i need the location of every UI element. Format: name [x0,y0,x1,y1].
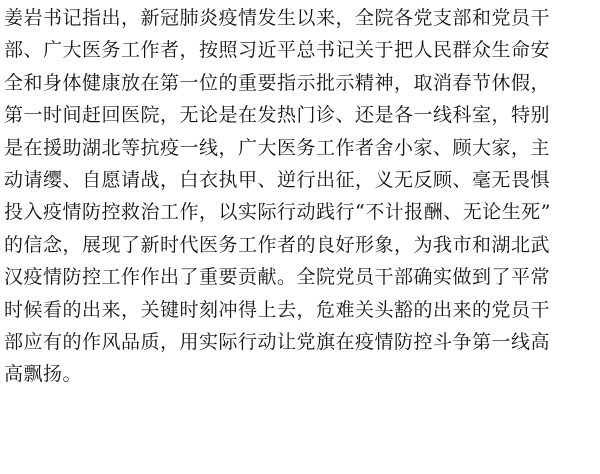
paragraph [4,2,596,391]
text-line: 姜岩书记指出，新冠肺炎疫情发生以来，全院各党支部和党员干 [4,7,551,29]
text-line: 部、广大医务工作者，按照习近平总书记关于把人民群众生命安 [4,39,551,62]
text-line: 动请缨、自愿请战，白衣执甲、逆行出征，义无反顾、毫无畏惧 [4,168,551,191]
text-line: 汉疫情防控工作作出了重要贡献。全院党员干部确实做到了平常 [4,266,551,289]
text-line: 是在援助湖北等抗疫一线，广大医务工作者舍小家、顾大家，主 [4,136,551,159]
text-line: 第一时间赶回医院，无论是在发热门诊、还是各一线科室，特别 [4,104,551,127]
text-line: 投入疫情防控救治工作，以实际行动践行“不计报酬、无论生死” [4,201,551,224]
text-line: 的信念，展现了新时代医务工作者的良好形象，为我市和湖北武 [4,233,551,256]
text-line: 部应有的作风品质，用实际行动让党旗在疫情防控斗争第一线高 [4,330,551,353]
text-line: 全和身体健康放在第一位的重要指示批示精神，取消春节休假， [4,71,551,94]
text-line: 高飘扬。 [4,363,83,386]
text-line: 时候看的出来，关键时刻冲得上去，危难关头豁的出来的党员干 [4,298,551,321]
